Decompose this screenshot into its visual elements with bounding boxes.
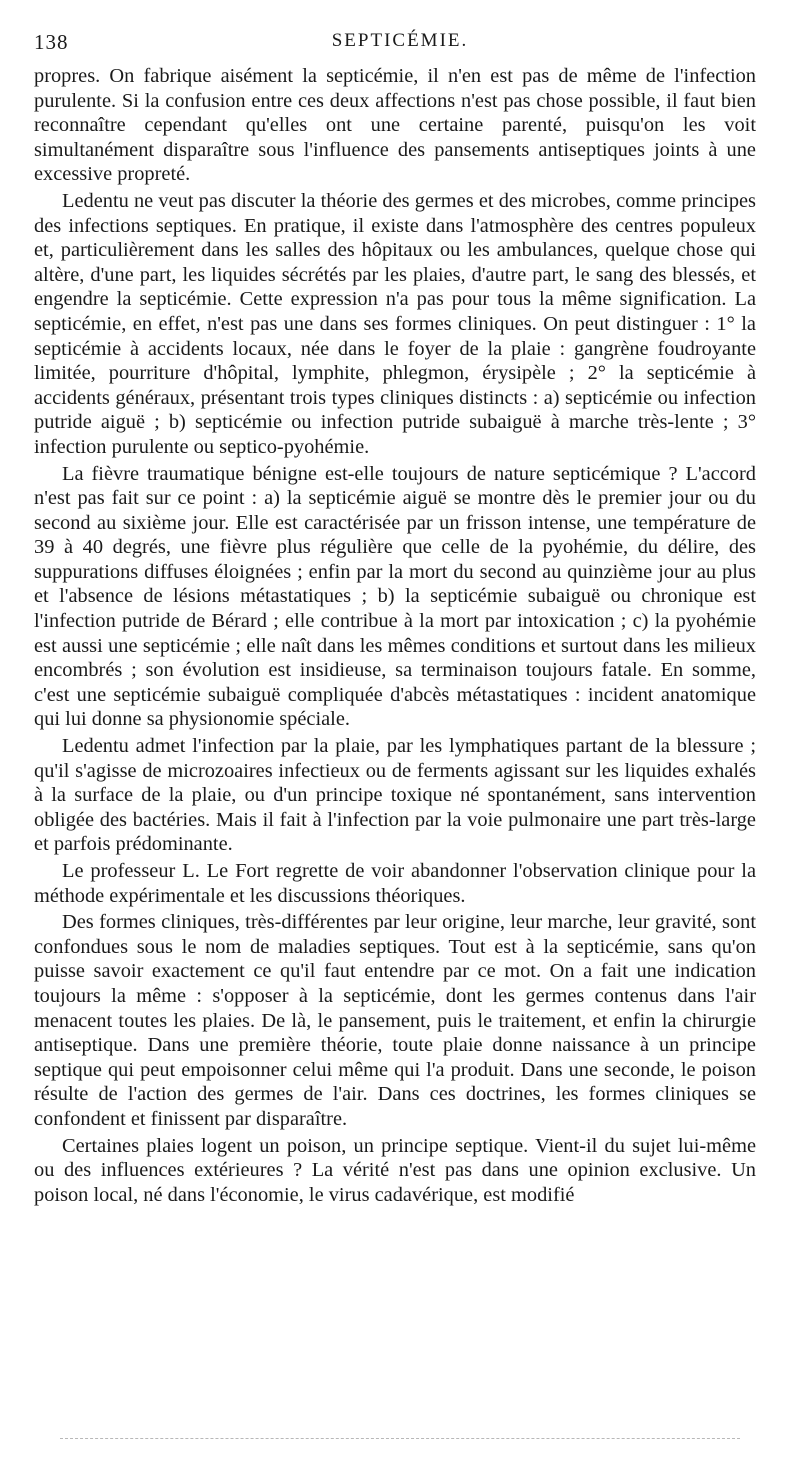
running-title: SEPTICÉMIE. xyxy=(331,30,469,51)
paragraph-fievre-traumatique: La fièvre traumatique bénigne est-elle toujours de nature septicémique ? L'accord n'est pas fait sur ce point : a) la septicémie aiguë se montre dès le premier jour ou du second au sixième jour. Elle est caractérisée par un frisson intense, une température de 39 à 40 degrés, une fièvre plus régulière que celle de la pyohémie, du délire, des suppurations diffuses éloignées ; enfin par la mort du second au quinzième jour au plus et l'absence de lésions métastatiques ; b) la septicémie subaiguë ou chronique est l'infection putride de Bérard ; elle contribue à la mort par intoxication ; c) la pyohémie est aussi une septicémie ; elle naît dans les mêmes conditions et surtout dans les milieux encombrés ; son évolution est insidieuse, sa terminaison toujours fatale. En somme, c'est une septicémie subaiguë compliquée d'abcès métastatiques : incident anatomique qui lui donne sa physionomie spéciale. xyxy=(34,462,756,731)
body-text xyxy=(34,64,756,1207)
paragraph-le-fort: Le professeur L. Le Fort regrette de voir abandonner l'observation clinique pour la méthode expérimentale et les discussions théoriques. xyxy=(34,860,756,907)
paragraph-poison-local: Certaines plaies logent un poison, un principe septique. Vient-il du sujet lui-même ou des influences extérieures ? La vérité n'est pas dans une opinion exclusive. Un poison local, né dans l'économie, le virus cadavérique, est modifié xyxy=(34,1134,756,1206)
page-number: 138 xyxy=(34,30,69,54)
page-header xyxy=(34,30,766,60)
paragraph-formes-cliniques: Des formes cliniques, très-différentes par leur origine, leur marche, leur gravité, sont confondues sous le nom de maladies septiques. Tout est à la septicémie, sans qu'on puisse savoir exactement ce qu'il faut entendre par ce mot. On a fait une indication toujours la même : s'opposer à la septicémie, dont les germes contenus dans l'air menacent toutes les plaies. De là, le pansement, puis le traitement, et enfin la chirurgie antiseptique. Dans une première théorie, toute plaie donne naissance à un principe septique qui peut empoisonner celui même qui l'a produit. Dans une seconde, le poison résulte de l'action des germes de l'air. Dans ces doctrines, les formes cliniques se confondent et finissent par disparaître. xyxy=(34,911,756,1130)
paragraph-ledentu-theory: Ledentu ne veut pas discuter la théorie des germes et des microbes, comme principes des infections septiques. En pratique, il existe dans l'atmosphère des centres populeux et, particulièrement dans les salles des hôpitaux ou les ambulances, quelque chose qui altère, d'une part, les liquides sécrétés par les plaies, d'autre part, le sang des blessés, et engendre la septicémie. Cette expression n'a pas pour tous la même signification. La septicémie, en effet, n'est pas une dans ses formes cliniques. On peut distinguer : 1° la septicémie à accidents locaux, née dans le foyer de la plaie : gangrène foudroyante limitée, pourriture d'hôpital, lymphite, phlegmon, érysipèle ; 2° la septicémie à accidents généraux, présentant trois types cliniques distincts : a) septicémie ou infection putride aiguë ; b) septicémie ou infection putride subaiguë à marche très-lente ; 3° infection purulente ou septico-pyohémie. xyxy=(34,189,756,458)
paragraph-continuation: propres. On fabrique aisément la septicémie, il n'en est pas de même de l'infection purulente. Si la confusion entre ces deux affections n'est pas chose possible, il faut bien reconnaître cependant qu'elles ont une certaine parenté, puisqu'on les voit simultanément disparaître sous l'influence des pansements antiseptiques joints à une excessive propreté. xyxy=(34,65,756,186)
paragraph-ledentu-infection: Ledentu admet l'infection par la plaie, par les lymphatiques partant de la blessure ; qu'il s'agisse de microzoaires infectieux ou de ferments agissant sur les liquides exhalés à la surface de la plaie, ou d'un principe toxique né spontanément, sans intervention obligée des bactéries. Mais il fait à l'infection par la voie pulmonaire une part très-large et parfois prédominante. xyxy=(34,735,756,856)
footer-rule xyxy=(60,1438,740,1439)
